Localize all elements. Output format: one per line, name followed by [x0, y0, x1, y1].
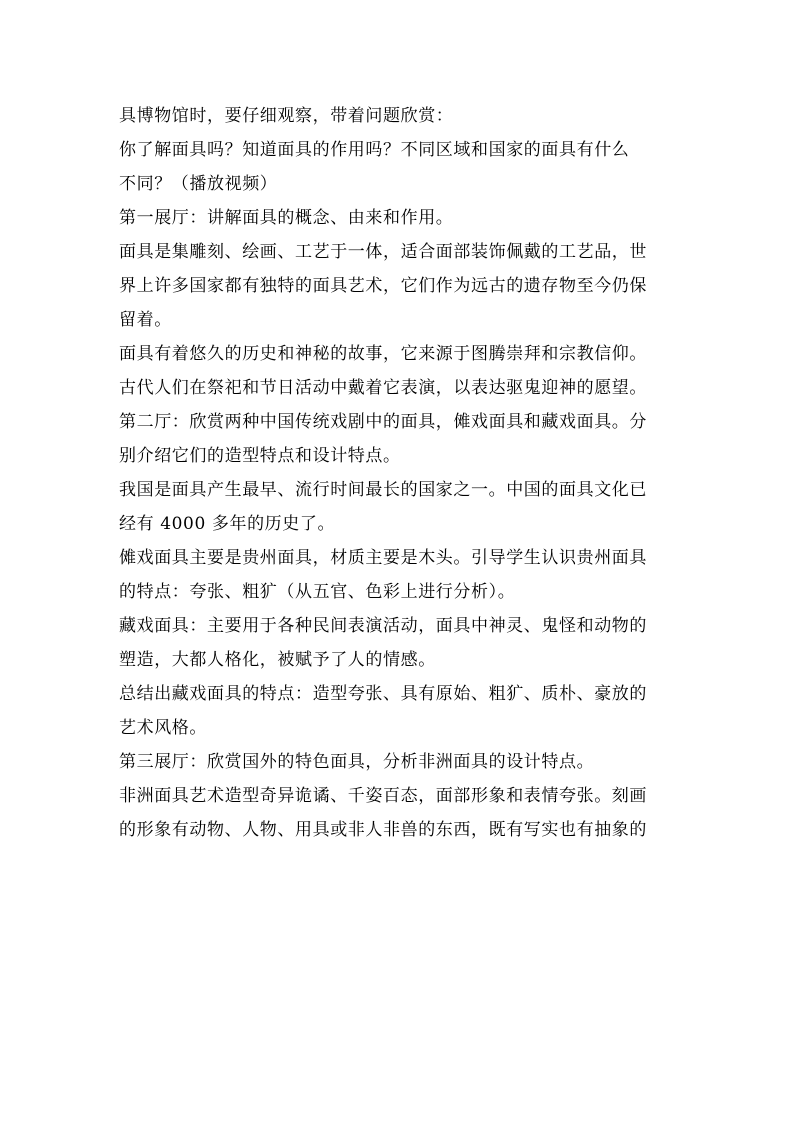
text-line: 傩戏面具主要是贵州面具，材质主要是木头。引导学生认识贵州面具 [119, 548, 647, 568]
text-line: 的形象有动物、人物、用具或非人非兽的东西，既有写实也有抽象的 [119, 820, 647, 840]
text-line: 第一展厅：讲解面具的概念、由来和作用。 [119, 208, 454, 228]
text-line: 藏戏面具：主要用于各种民间表演活动，面具中神灵、鬼怪和动物的 [119, 616, 647, 636]
text-line: 你了解面具吗？知道面具的作用吗？不同区域和国家的面具有什么 [119, 140, 630, 160]
text-line: 古代人们在祭祀和节日活动中戴着它表演，以表达驱鬼迎神的愿望。 [119, 378, 647, 398]
text-line: 不同？（播放视频） [119, 174, 278, 194]
text-line: 艺术风格。 [119, 718, 207, 738]
text-line: 塑造，大都人格化，被赋予了人的情感。 [119, 650, 436, 670]
text-line: 第三展厅：欣赏国外的特色面具，分析非洲面具的设计特点。 [119, 752, 595, 772]
text-line: 别介绍它们的造型特点和设计特点。 [119, 446, 401, 466]
text-line: 具博物馆时，要仔细观察，带着问题欣赏： [119, 106, 454, 126]
text-line: 留着。 [119, 310, 172, 330]
text-line: 第二厅：欣赏两种中国传统戏剧中的面具，傩戏面具和藏戏面具。分 [119, 412, 647, 432]
text-line: 经有 4000 多年的历史了。 [119, 514, 336, 534]
document-body [119, 99, 679, 847]
text-line: 的特点：夸张、粗犷（从五官、色彩上进行分析）。 [119, 582, 516, 602]
text-line: 界上许多国家都有独特的面具艺术，它们作为远古的遗存物至今仍保 [119, 276, 647, 296]
text-line: 面具有着悠久的历史和神秘的故事，它来源于图腾崇拜和宗教信仰。 [119, 344, 647, 364]
text-line: 我国是面具产生最早、流行时间最长的国家之一。中国的面具文化已 [119, 480, 647, 500]
text-line: 总结出藏戏面具的特点：造型夸张、具有原始、粗犷、质朴、豪放的 [119, 684, 647, 704]
text-line: 非洲面具艺术造型奇异诡谲、千姿百态，面部形象和表情夸张。刻画 [119, 786, 647, 806]
text-line: 面具是集雕刻、绘画、工艺于一体，适合面部装饰佩戴的工艺品，世 [119, 242, 647, 262]
